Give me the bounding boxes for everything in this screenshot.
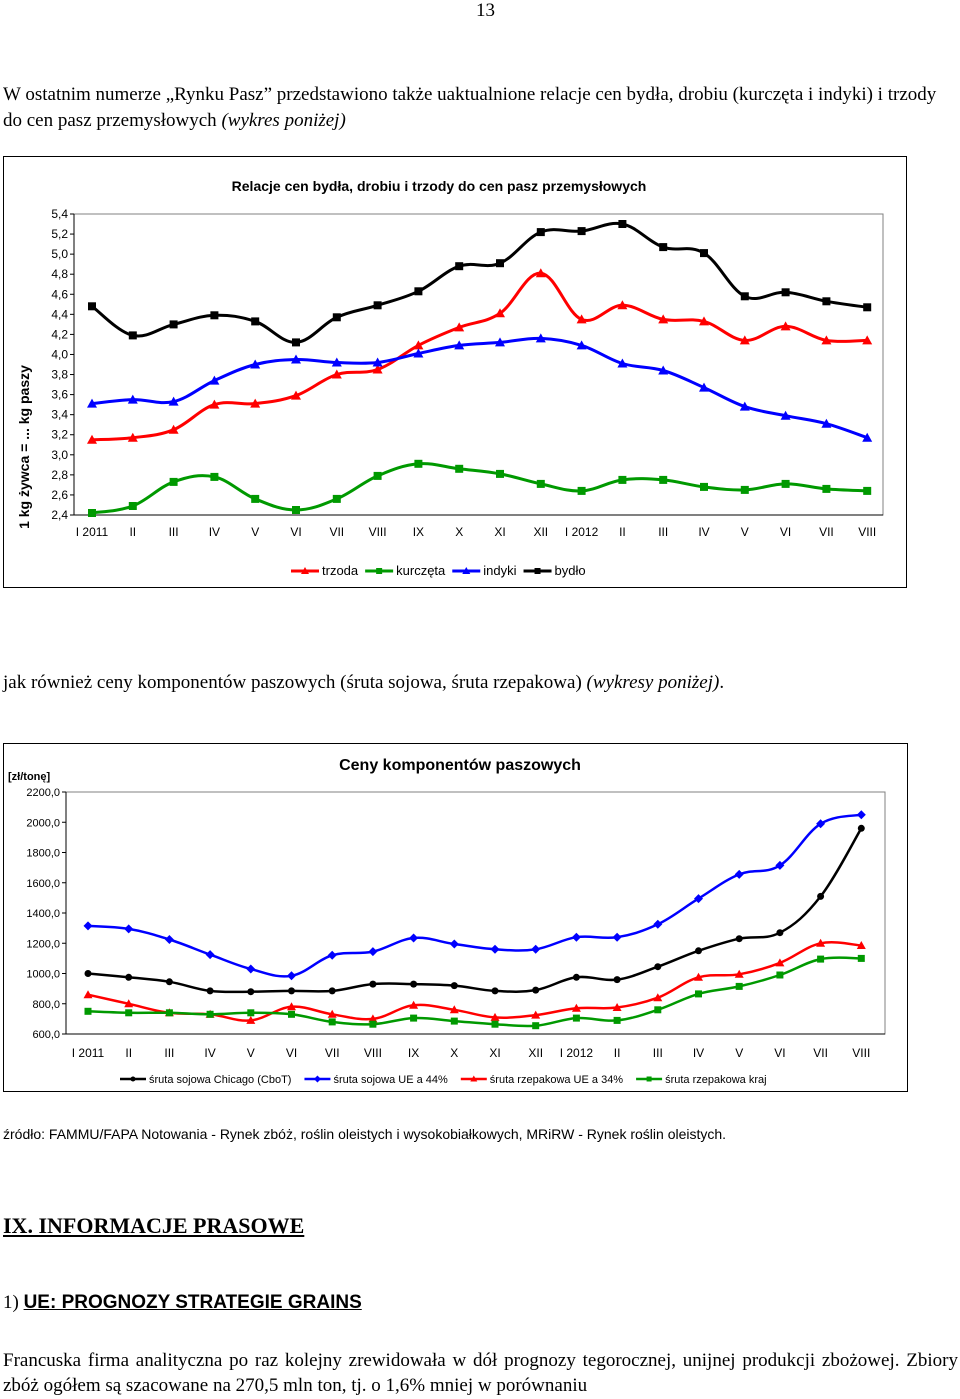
chart-legend [120, 1074, 767, 1086]
x-tick-label: VII [819, 525, 834, 539]
data-point [492, 1021, 499, 1028]
data-point [653, 920, 662, 929]
data-point [451, 1018, 458, 1025]
data-point [374, 472, 382, 480]
x-tick-label: X [455, 525, 464, 539]
legend-label: indyki [483, 563, 517, 578]
data-point [659, 476, 667, 484]
y-tick-label: 2,4 [51, 508, 68, 522]
data-point [817, 893, 824, 900]
y-tick-label: 4,0 [51, 347, 68, 362]
data-point [822, 485, 830, 493]
para2-text: jak również ceny komponentów paszowych (śruta sojowa, śruta rzepakowa) [3, 672, 587, 693]
intro-paragraph [3, 82, 948, 134]
x-tick-label: IX [412, 525, 425, 539]
data-point [455, 465, 463, 473]
y-tick-label: 3,0 [51, 447, 68, 462]
y-tick-label: 5,2 [51, 227, 68, 242]
x-tick-label: II [129, 525, 137, 539]
data-point [329, 987, 336, 994]
data-point [124, 924, 133, 933]
y-tick-label: 3,4 [51, 407, 68, 422]
body-paragraph: Francuska firma analityczna po raz kolejny zrewidowała w dół prognozy tegorocznej, unijnej produkcji zbożowej. Zbiory zbóż ogółem są szacowane na 270,5 mln ton, tj. o 1,6% mniej w porównaniu [3, 1350, 958, 1396]
legend-label: bydło [554, 563, 586, 578]
chart-legend [291, 563, 586, 578]
legend-item [461, 1074, 624, 1086]
data-point [618, 476, 626, 484]
y-tick-label: 5,0 [51, 247, 68, 262]
data-point [695, 990, 702, 997]
data-point [210, 473, 218, 481]
legend-label: kurczęta [396, 563, 446, 578]
y-tick-label: 4,8 [51, 267, 68, 282]
data-point [736, 983, 743, 990]
data-point [491, 945, 500, 954]
chart-feed-ratios-svg [4, 157, 906, 587]
legend-item [524, 563, 586, 578]
x-tick-label: VI [774, 1046, 786, 1060]
x-tick-label: V [740, 525, 749, 539]
x-tick-label: IX [407, 1046, 420, 1060]
legend-item [452, 563, 516, 578]
y-tick-label: 2000,0 [26, 817, 60, 830]
data-point [409, 934, 418, 943]
x-tick-label: I 2012 [564, 525, 599, 539]
data-point [578, 227, 586, 235]
data-point [531, 945, 540, 954]
legend-item [636, 1074, 767, 1086]
x-tick-label: VIII [368, 525, 387, 539]
y-tick-label: 2200,0 [26, 787, 60, 799]
x-tick-label: XI [494, 525, 506, 539]
data-point [735, 870, 744, 879]
source-note: źródło: FAMMU/FAPA Notowania - Rynek zbóż, roślin oleistych i wysokobiałkowych, MRiRW - Rynek roślin oleistych. [3, 1126, 727, 1142]
x-tick-label: IV [698, 525, 710, 539]
legend-item [365, 563, 446, 578]
x-tick-label: VII [324, 1046, 340, 1060]
y-tick-label: 800,0 [32, 998, 60, 1011]
data-point [88, 302, 96, 310]
data-point [613, 933, 622, 942]
data-point [700, 483, 708, 491]
data-point [166, 1009, 173, 1016]
data-point [84, 921, 93, 930]
data-point [288, 1011, 295, 1018]
x-tick-label: XII [528, 1046, 544, 1060]
series-line [92, 223, 867, 342]
legend-label: śruta sojowa UE a 44% [333, 1074, 448, 1086]
data-point [455, 262, 463, 270]
intro-italic: (wykres poniżej) [221, 110, 346, 131]
x-tick-label: VI [285, 1046, 298, 1060]
data-point [857, 810, 866, 819]
x-tick-label: XII [533, 525, 549, 539]
legend-marker [131, 1077, 136, 1082]
data-point [492, 987, 499, 994]
chart-title: Ceny komponentów paszowych [339, 757, 581, 774]
data-point [741, 292, 749, 300]
legend-marker [647, 1077, 652, 1082]
x-tick-label: II [125, 1046, 133, 1060]
data-point [614, 1017, 621, 1024]
x-tick-label: II [619, 525, 626, 539]
x-tick-label: III [652, 1046, 663, 1060]
y-tick-label: 2,8 [51, 467, 68, 482]
series-line [88, 815, 861, 977]
y-axis-label: 1 kg żywca = ... kg paszy [16, 365, 32, 529]
x-tick-label: VIII [363, 1046, 382, 1060]
data-point [288, 987, 295, 994]
y-tick-label: 4,6 [51, 287, 68, 302]
y-tick-label: 5,4 [51, 207, 68, 221]
data-point [450, 940, 459, 949]
data-point [85, 970, 92, 977]
series-line [88, 828, 861, 992]
data-point [125, 974, 132, 981]
data-point [333, 495, 341, 503]
legend-item [291, 563, 359, 578]
data-point [170, 478, 178, 486]
data-point [782, 480, 790, 488]
legend-item [120, 1074, 291, 1086]
x-tick-label: II [613, 1046, 621, 1060]
data-point [741, 486, 749, 494]
y-tick-label: 1200,0 [26, 938, 60, 951]
data-point [496, 259, 504, 267]
data-point [328, 951, 337, 960]
data-point [532, 1022, 539, 1029]
x-tick-label: V [246, 1046, 255, 1060]
y-tick-label: 3,8 [51, 367, 68, 382]
chart-title: Relacje cen bydła, drobiu i trzody do cen pasz przemysłowych [231, 178, 647, 194]
data-point [451, 982, 458, 989]
x-tick-label: V [251, 525, 260, 539]
data-point [695, 947, 702, 954]
data-point [170, 320, 178, 328]
x-tick-label: IV [204, 1046, 216, 1060]
y-tick-label: 3,2 [51, 427, 68, 442]
data-point [206, 950, 215, 959]
y-tick-label: 4,2 [51, 327, 68, 342]
data-point [410, 1015, 417, 1022]
data-point [654, 963, 661, 970]
legend-marker [376, 568, 382, 574]
intro-text: W ostatnim numerze „Rynku Pasz” przedstawiono także uaktualnione relacje cen bydła, drobiu (kurczęta i indyki) i trzody do cen pasz przemysłowych [3, 84, 937, 131]
data-point [410, 981, 417, 988]
data-point [537, 228, 545, 236]
data-point [88, 509, 96, 517]
data-point [858, 825, 865, 832]
data-point [863, 487, 871, 495]
data-point [776, 972, 783, 979]
legend-label: trzoda [322, 563, 359, 578]
chart-feed-components-svg [4, 744, 907, 1091]
page-number: 13 [476, 0, 495, 21]
data-point [537, 480, 545, 488]
data-point [736, 935, 743, 942]
data-point [822, 297, 830, 305]
data-point [329, 1018, 336, 1025]
data-point [207, 987, 214, 994]
data-point [414, 460, 422, 468]
legend-marker [535, 568, 541, 574]
data-point [292, 338, 300, 346]
x-tick-label: III [658, 525, 669, 539]
legend-item [304, 1074, 448, 1086]
y-axis-unit: [zł/tonę] [8, 771, 51, 783]
data-point [166, 978, 173, 985]
legend-marker [314, 1076, 321, 1083]
section-heading: IX. INFORMACJE PRASOWE [3, 1213, 305, 1238]
y-tick-label: 2,6 [51, 487, 68, 502]
data-point [496, 470, 504, 478]
subheading-number: 1) [3, 1292, 24, 1313]
data-point [333, 313, 341, 321]
data-point [369, 981, 376, 988]
y-tick-label: 4,4 [51, 307, 68, 322]
data-point [573, 1015, 580, 1022]
x-tick-label: VII [329, 525, 345, 539]
data-point [817, 956, 824, 963]
data-point [572, 933, 581, 942]
y-tick-label: 1400,0 [26, 908, 60, 920]
data-point [782, 288, 790, 296]
data-point [368, 947, 377, 956]
subheading-title: UE: PROGNOZY STRATEGIE GRAINS [23, 1292, 362, 1313]
data-point [247, 1009, 254, 1016]
x-tick-label: I 2011 [75, 525, 109, 539]
x-tick-label: X [450, 1046, 459, 1060]
y-tick-label: 1600,0 [26, 877, 60, 890]
data-point [247, 988, 254, 995]
x-tick-label: VI [290, 525, 302, 539]
data-point [246, 965, 255, 974]
x-tick-label: VII [813, 1046, 828, 1060]
x-tick-label: XI [489, 1046, 501, 1060]
data-point [125, 1009, 132, 1016]
data-point [578, 487, 586, 495]
plot-area [66, 792, 885, 1034]
data-point [129, 502, 137, 510]
x-tick-label: IV [692, 1046, 705, 1060]
data-point [369, 1021, 376, 1028]
x-tick-label: III [164, 1046, 175, 1060]
x-tick-label: I 2011 [71, 1046, 105, 1060]
y-tick-label: 600,0 [32, 1029, 60, 1041]
legend-label: śruta sojowa Chicago (CboT) [149, 1074, 292, 1086]
x-tick-label: IV [208, 525, 221, 539]
chart-feed-ratios [3, 156, 907, 588]
data-point [129, 331, 137, 339]
series-line [92, 338, 867, 437]
legend-label: śruta rzepakowa UE a 34% [489, 1074, 624, 1086]
data-point [659, 243, 667, 251]
data-point [700, 249, 708, 257]
x-tick-label: III [168, 525, 179, 539]
series-line [88, 942, 861, 1020]
data-point [251, 317, 259, 325]
data-point [654, 1006, 661, 1013]
y-tick-label: 1800,0 [26, 847, 60, 860]
para2-tail: . [719, 672, 725, 693]
data-point [292, 506, 300, 514]
data-point [210, 311, 218, 319]
chart-feed-components [3, 743, 908, 1092]
x-tick-label: VIII [858, 525, 877, 539]
data-point [374, 301, 382, 309]
x-tick-label: VIII [852, 1046, 871, 1060]
data-point [532, 987, 539, 994]
data-point [573, 974, 580, 981]
data-point [858, 955, 865, 962]
data-point [776, 929, 783, 936]
subheading [3, 1292, 362, 1314]
y-tick-label: 3,6 [51, 387, 68, 402]
data-point [165, 935, 174, 944]
legend-label: śruta rzepakowa kraj [665, 1074, 767, 1086]
data-point [618, 220, 626, 228]
series-line [92, 464, 867, 513]
data-point [207, 1011, 214, 1018]
para2-italic: (wykresy poniżej) [586, 672, 720, 693]
series-line [88, 958, 861, 1026]
data-point [287, 971, 296, 980]
data-point [85, 1008, 92, 1015]
paragraph-components [3, 670, 948, 696]
x-tick-label: I 2012 [559, 1046, 594, 1060]
data-point [414, 287, 422, 295]
x-tick-label: VI [779, 525, 792, 539]
x-tick-label: V [735, 1046, 744, 1060]
data-point [251, 495, 259, 503]
data-point [863, 303, 871, 311]
y-tick-label: 1000,0 [26, 968, 60, 981]
data-point [614, 976, 621, 983]
